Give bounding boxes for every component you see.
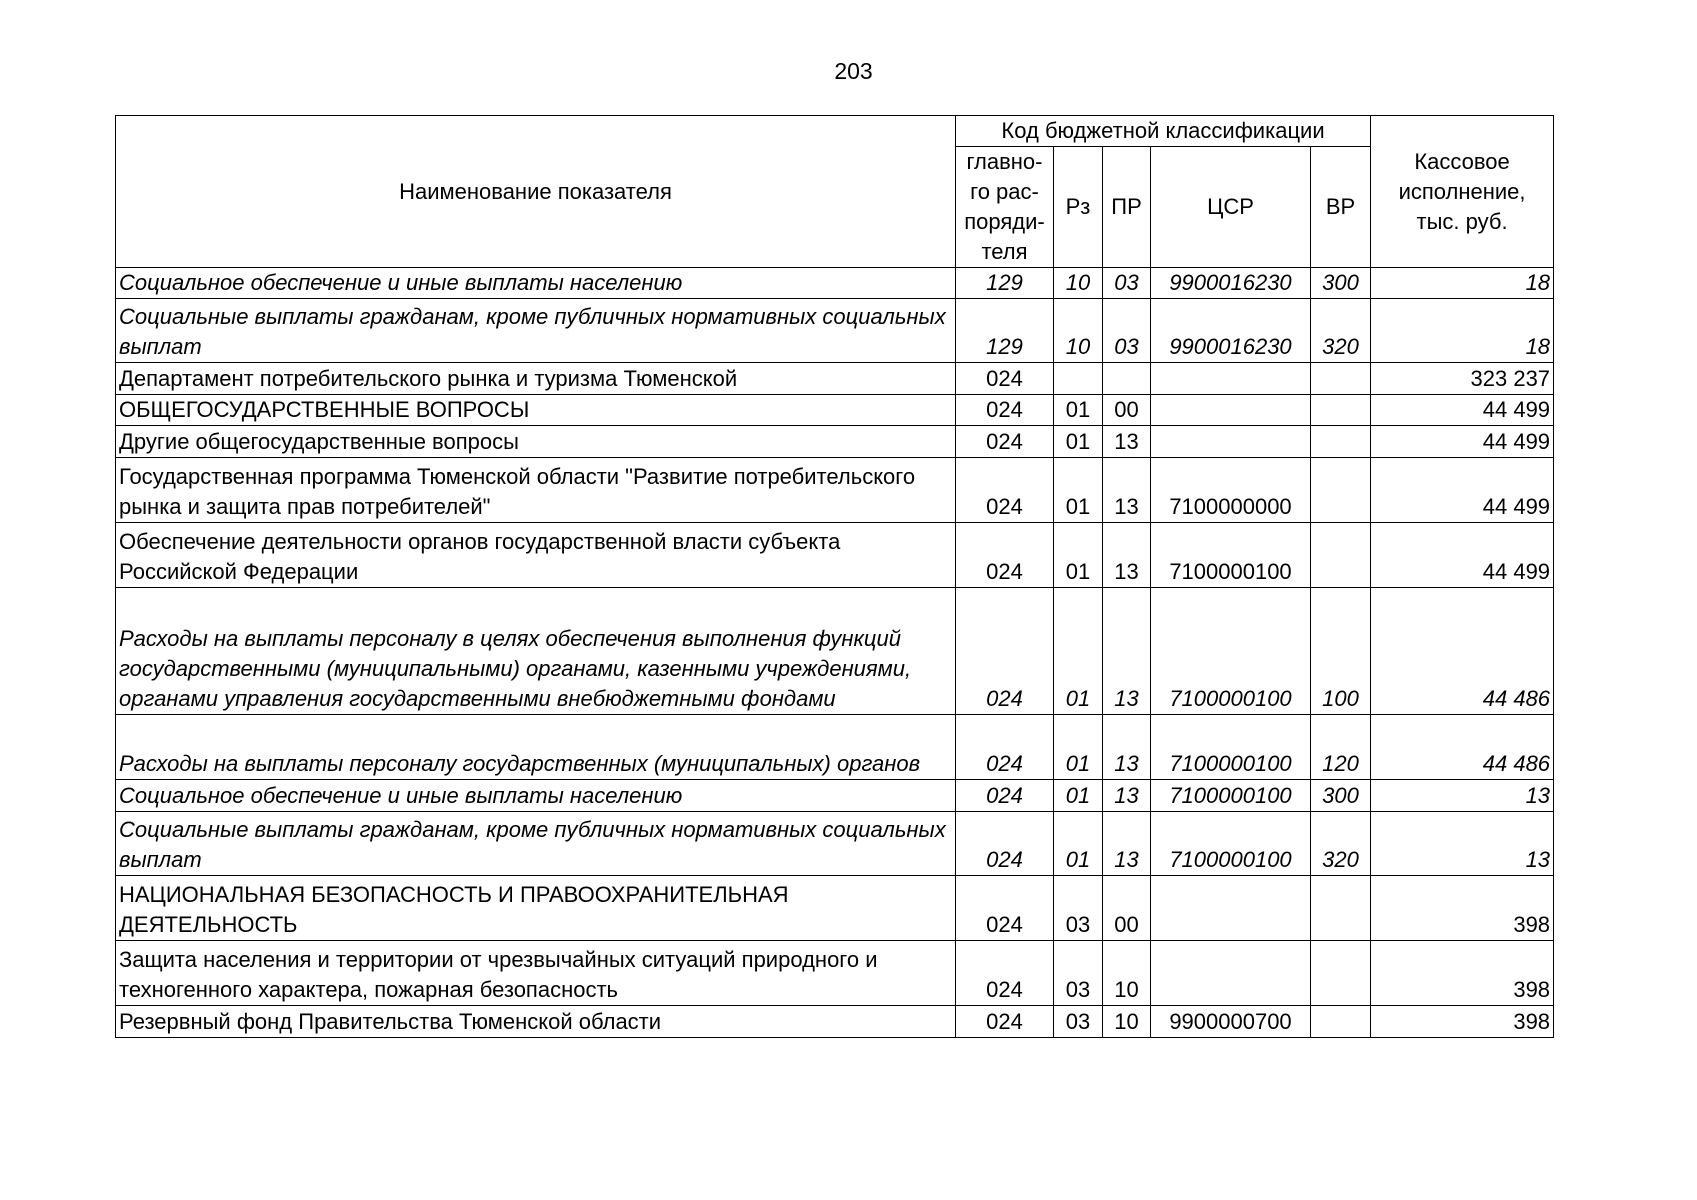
row-amount: 44 499 bbox=[1371, 426, 1554, 458]
row-pr: 03 bbox=[1103, 299, 1151, 363]
row-csr bbox=[1151, 395, 1311, 426]
row-amount: 398 bbox=[1371, 876, 1554, 941]
row-vr bbox=[1311, 876, 1371, 941]
row-glavn: 129 bbox=[956, 299, 1054, 363]
row-name: Социальное обеспечение и иные выплаты населению bbox=[116, 780, 956, 812]
row-csr bbox=[1151, 876, 1311, 941]
row-name: Социальные выплаты гражданам, кроме публичных нормативных социальных выплат bbox=[116, 299, 956, 363]
row-csr bbox=[1151, 941, 1311, 1006]
row-vr: 300 bbox=[1311, 268, 1371, 299]
row-pr: 00 bbox=[1103, 395, 1151, 426]
table-row bbox=[116, 715, 1554, 780]
header-code-group: Код бюджетной классификации bbox=[956, 116, 1371, 147]
table-row bbox=[116, 395, 1554, 426]
row-glavn: 024 bbox=[956, 523, 1054, 588]
row-csr: 7100000100 bbox=[1151, 715, 1311, 780]
row-vr: 300 bbox=[1311, 780, 1371, 812]
row-pr: 13 bbox=[1103, 588, 1151, 715]
row-pr: 00 bbox=[1103, 876, 1151, 941]
row-glavn: 024 bbox=[956, 812, 1054, 876]
row-glavn: 129 bbox=[956, 268, 1054, 299]
row-csr: 9900016230 bbox=[1151, 299, 1311, 363]
row-vr: 320 bbox=[1311, 812, 1371, 876]
row-glavn: 024 bbox=[956, 363, 1054, 395]
row-rz: 03 bbox=[1054, 876, 1103, 941]
row-csr bbox=[1151, 426, 1311, 458]
row-amount: 323 237 bbox=[1371, 363, 1554, 395]
row-vr: 120 bbox=[1311, 715, 1371, 780]
row-vr bbox=[1311, 363, 1371, 395]
row-vr bbox=[1311, 1006, 1371, 1038]
header-amount: Кассовое исполнение, тыс. руб. bbox=[1371, 116, 1554, 268]
row-csr: 7100000100 bbox=[1151, 523, 1311, 588]
row-rz: 01 bbox=[1054, 458, 1103, 523]
row-rz: 01 bbox=[1054, 426, 1103, 458]
row-amount: 44 486 bbox=[1371, 588, 1554, 715]
budget-table bbox=[115, 115, 1554, 1038]
table-row bbox=[116, 458, 1554, 523]
row-glavn: 024 bbox=[956, 458, 1054, 523]
row-rz: 01 bbox=[1054, 780, 1103, 812]
header-csr: ЦСР bbox=[1151, 147, 1311, 268]
row-pr: 10 bbox=[1103, 1006, 1151, 1038]
row-pr: 13 bbox=[1103, 523, 1151, 588]
row-amount: 44 499 bbox=[1371, 523, 1554, 588]
row-rz: 01 bbox=[1054, 395, 1103, 426]
row-vr bbox=[1311, 523, 1371, 588]
row-glavn: 024 bbox=[956, 395, 1054, 426]
row-vr: 320 bbox=[1311, 299, 1371, 363]
row-amount: 398 bbox=[1371, 1006, 1554, 1038]
row-name: Защита населения и территории от чрезвычайных ситуаций природного и техногенного характера, пожарная безопасность bbox=[116, 941, 956, 1006]
row-glavn: 024 bbox=[956, 941, 1054, 1006]
header-row bbox=[116, 116, 1554, 147]
row-name: Социальные выплаты гражданам, кроме публичных нормативных социальных выплат bbox=[116, 812, 956, 876]
table-row bbox=[116, 780, 1554, 812]
table-row bbox=[116, 812, 1554, 876]
row-glavn: 024 bbox=[956, 1006, 1054, 1038]
row-csr: 7100000100 bbox=[1151, 812, 1311, 876]
row-name: Другие общегосударственные вопросы bbox=[116, 426, 956, 458]
row-vr: 100 bbox=[1311, 588, 1371, 715]
row-name: Государственная программа Тюменской области "Развитие потребительского рынка и защита прав потребителей" bbox=[116, 458, 956, 523]
row-vr bbox=[1311, 941, 1371, 1006]
header-pr: ПР bbox=[1103, 147, 1151, 268]
row-rz: 03 bbox=[1054, 1006, 1103, 1038]
row-rz: 01 bbox=[1054, 523, 1103, 588]
row-pr bbox=[1103, 363, 1151, 395]
row-amount: 398 bbox=[1371, 941, 1554, 1006]
row-amount: 44 499 bbox=[1371, 395, 1554, 426]
row-name: Расходы на выплаты персоналу государственных (муниципальных) органов bbox=[116, 715, 956, 780]
row-name: Департамент потребительского рынка и туризма Тюменской bbox=[116, 363, 956, 395]
row-amount: 18 bbox=[1371, 268, 1554, 299]
row-glavn: 024 bbox=[956, 588, 1054, 715]
row-name: Резервный фонд Правительства Тюменской области bbox=[116, 1006, 956, 1038]
header-name: Наименование показателя bbox=[116, 116, 956, 268]
row-pr: 13 bbox=[1103, 812, 1151, 876]
row-pr: 13 bbox=[1103, 426, 1151, 458]
table-row bbox=[116, 426, 1554, 458]
row-name: Социальное обеспечение и иные выплаты населению bbox=[116, 268, 956, 299]
row-pr: 13 bbox=[1103, 715, 1151, 780]
row-csr: 7100000000 bbox=[1151, 458, 1311, 523]
table-row bbox=[116, 363, 1554, 395]
row-csr: 9900016230 bbox=[1151, 268, 1311, 299]
row-vr bbox=[1311, 458, 1371, 523]
row-pr: 10 bbox=[1103, 941, 1151, 1006]
row-csr: 7100000100 bbox=[1151, 780, 1311, 812]
table-row bbox=[116, 299, 1554, 363]
row-name: Обеспечение деятельности органов государственной власти субъекта Российской Федерации bbox=[116, 523, 956, 588]
row-vr bbox=[1311, 426, 1371, 458]
row-csr: 9900000700 bbox=[1151, 1006, 1311, 1038]
row-rz: 01 bbox=[1054, 715, 1103, 780]
table-row bbox=[116, 876, 1554, 941]
row-name: ОБЩЕГОСУДАРСТВЕННЫЕ ВОПРОСЫ bbox=[116, 395, 956, 426]
row-pr: 13 bbox=[1103, 780, 1151, 812]
row-rz: 10 bbox=[1054, 268, 1103, 299]
row-amount: 13 bbox=[1371, 812, 1554, 876]
row-rz: 03 bbox=[1054, 941, 1103, 1006]
row-amount: 13 bbox=[1371, 780, 1554, 812]
row-rz: 01 bbox=[1054, 812, 1103, 876]
table-row bbox=[116, 523, 1554, 588]
row-amount: 44 486 bbox=[1371, 715, 1554, 780]
row-glavn: 024 bbox=[956, 780, 1054, 812]
row-amount: 18 bbox=[1371, 299, 1554, 363]
row-pr: 13 bbox=[1103, 458, 1151, 523]
row-rz: 01 bbox=[1054, 588, 1103, 715]
header-glavn: главно-го рас-поряди-теля bbox=[956, 147, 1054, 268]
row-csr bbox=[1151, 363, 1311, 395]
row-glavn: 024 bbox=[956, 715, 1054, 780]
table-row bbox=[116, 941, 1554, 1006]
row-name: НАЦИОНАЛЬНАЯ БЕЗОПАСНОСТЬ И ПРАВООХРАНИТЕЛЬНАЯ ДЕЯТЕЛЬНОСТЬ bbox=[116, 876, 956, 941]
row-csr: 7100000100 bbox=[1151, 588, 1311, 715]
row-glavn: 024 bbox=[956, 876, 1054, 941]
row-rz bbox=[1054, 363, 1103, 395]
row-name: Расходы на выплаты персоналу в целях обеспечения выполнения функций государственными (муниципальными) органами, казенными учреждениями, органами управления государственными внебюджетными фондами bbox=[116, 588, 956, 715]
row-rz: 10 bbox=[1054, 299, 1103, 363]
row-pr: 03 bbox=[1103, 268, 1151, 299]
header-rz: Рз bbox=[1054, 147, 1103, 268]
table-row bbox=[116, 268, 1554, 299]
page-number: 203 bbox=[834, 58, 873, 84]
row-vr bbox=[1311, 395, 1371, 426]
table-row bbox=[116, 588, 1554, 715]
row-amount: 44 499 bbox=[1371, 458, 1554, 523]
row-glavn: 024 bbox=[956, 426, 1054, 458]
header-vr: ВР bbox=[1311, 147, 1371, 268]
table-row bbox=[116, 1006, 1554, 1038]
